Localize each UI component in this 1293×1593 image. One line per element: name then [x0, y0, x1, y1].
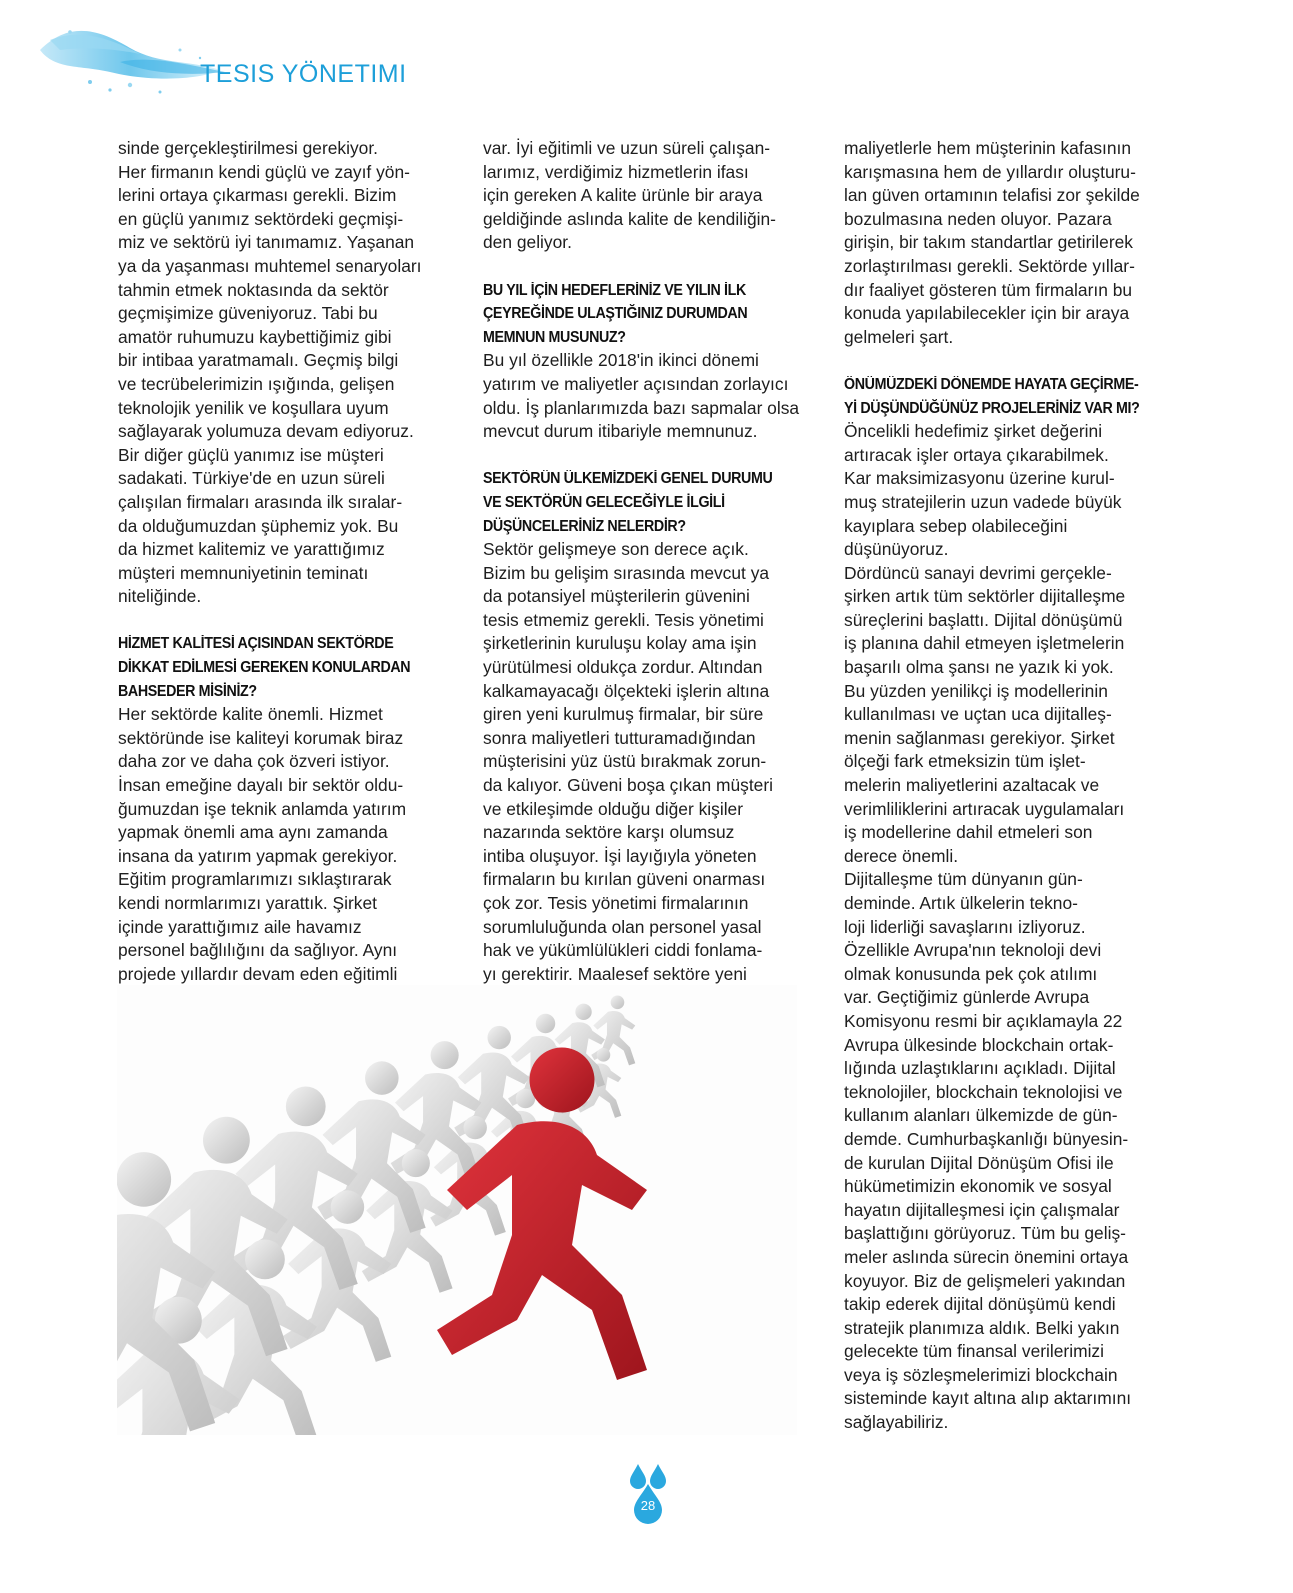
text-line: gelmeleri şart. — [844, 326, 954, 347]
paragraph — [844, 420, 1174, 1435]
water-drops-icon — [628, 1462, 668, 1532]
paragraph — [483, 349, 808, 443]
text-line: verimliliklerini artıracak uygulamaları — [844, 798, 1125, 819]
text-line: de kurulan Dijital Dönüşüm Ofisi ile — [844, 1152, 1114, 1173]
question-heading — [844, 373, 1148, 420]
text-line: Her firmanın kendi güçlü ve zayıf yön- — [118, 161, 410, 182]
text-line: konuda yapılabilecekler için bir araya — [844, 303, 1130, 324]
text-line: iş modellerine dahil etmeleri son — [844, 822, 1093, 843]
text-line: niteliğinde. — [118, 586, 202, 607]
text-line: Eğitim programlarımızı sıklaştırarak — [118, 869, 392, 890]
text-line: sadakati. Türkiye'de en uzun süreli — [118, 468, 385, 489]
text-line: koyuyor. Biz de gelişmeleri yakından — [844, 1270, 1126, 1291]
text-line: karışmasına hem de yıllardır oluşturu- — [844, 161, 1136, 182]
text-line: hayatın dijitalleşmesi için çalışmalar — [844, 1199, 1120, 1220]
paragraph — [118, 703, 443, 1010]
text-line: ve tecrübelerimizin ışığında, gelişen — [118, 373, 395, 394]
question-heading — [483, 279, 782, 350]
text-line: ğumuzdan işe teknik anlamda yatırım — [118, 798, 407, 819]
text-line: sonra maliyetleri tutturamadığından — [483, 727, 756, 748]
text-line: lan güven ortamının telafisi zor şekilde — [844, 185, 1140, 206]
text-line: Dördüncü sanayi devrimi gerçekle- — [844, 562, 1112, 583]
text-line: kayıplara sebep olabileceğini — [844, 515, 1068, 536]
text-line: mevcut durum itibariyle memnunuz. — [483, 421, 758, 442]
text-line: da olduğumuzdan şüphemiz yok. Bu — [118, 515, 399, 536]
text-line: şirketlerinin kuruluşu kolay ama işin — [483, 633, 757, 654]
text-line: yı gerektirir. Maalesef sektöre yeni — [483, 963, 747, 984]
text-line: Her sektörde kalite önemli. Hizmet — [118, 704, 383, 725]
text-line: DİKKAT EDİLMESİ GEREKEN KONULARDAN — [118, 659, 411, 677]
text-line: BU YIL İÇİN HEDEFLERİNİZ VE YILIN İLK — [483, 281, 746, 299]
running-figures-illustration — [117, 985, 797, 1435]
text-line: MEMNUN MUSUNUZ? — [483, 328, 626, 346]
text-line: projede yıllardır devam eden eğitimli — [118, 963, 398, 984]
text-line: Yİ DÜŞÜNDÜĞÜNÜZ PROJELERİNİZ VAR MI? — [844, 399, 1140, 417]
text-line: en güçlü yanımız sektördeki geçmişi- — [118, 208, 404, 229]
question-heading — [118, 632, 417, 703]
text-line: müşterisini yüz üstü bırakmak zorun- — [483, 751, 767, 772]
text-line: şirken artık tüm sektörler dijitalleşme — [844, 586, 1126, 607]
text-line: giren yeni kurulmuş firmalar, bir süre — [483, 704, 764, 725]
text-line: oldu. İş planlarımızda bazı sapmalar olsa — [483, 397, 800, 418]
text-line: sektöründe ise kaliteyi korumak biraz — [118, 727, 404, 748]
text-line: başlattığını görüyoruz. Tüm bu geliş- — [844, 1223, 1126, 1244]
text-line: ölçeği fark etmeksizin tüm işlet- — [844, 751, 1086, 772]
text-line: çalışılan firmaları arasında ilk sıralar- — [118, 491, 403, 512]
text-line: Avrupa ülkesinde blockchain ortak- — [844, 1034, 1114, 1055]
text-line: yürütülmesi oldukça zordur. Altından — [483, 657, 763, 678]
text-line: yatırım ve maliyetler açısından zorlayıcı — [483, 373, 789, 394]
text-line: miz ve sektörü iyi tanımamız. Yaşanan — [118, 232, 415, 253]
text-line: düşünüyoruz. — [844, 539, 949, 560]
text-line: daha zor ve daha çok özveri istiyor. — [118, 751, 390, 772]
text-line: deminde. Artık ülkelerin tekno- — [844, 893, 1078, 913]
text-line: BAHSEDER MİSİNİZ? — [118, 682, 257, 700]
text-line: Dijitalleşme tüm dünyanın gün- — [844, 869, 1083, 890]
text-line: nazarında sektöre karşı olumsuz — [483, 822, 735, 843]
text-line: sorumluluğunda olan personel yasal — [483, 916, 762, 937]
text-line: teknolojik yenilik ve koşullara uyum — [118, 397, 389, 418]
text-line: kullanım alanları ülkemizde de gün- — [844, 1105, 1118, 1126]
paragraph — [118, 137, 443, 609]
text-line: da hizmet kalitemiz ve yarattığımız — [118, 539, 385, 560]
text-line: da potansiyel müşterilerin güvenini — [483, 586, 750, 607]
text-line: personel bağlılığını da sağlıyor. Aynı — [118, 940, 398, 961]
text-line: Bu yıl özellikle 2018'in ikinci dönemi — [483, 350, 759, 371]
text-line: veya iş sözleşmelerimizi blockchain — [844, 1364, 1118, 1385]
text-line: VE SEKTÖRÜN GELECEĞİYLE İLGİLİ — [483, 493, 725, 511]
illustration-svg — [117, 985, 797, 1435]
column-1 — [118, 137, 443, 1010]
text-line: ya da yaşanması muhtemel senaryoları — [118, 255, 422, 276]
text-line: insana da yatırım yapmak gerekiyor. — [118, 845, 398, 866]
text-line: meler aslında sürecin önemini ortaya — [844, 1246, 1129, 1267]
text-line: müşteri memnuniyetinin teminatı — [118, 562, 369, 583]
text-line: amatör ruhumuzu kaybettiğimiz gibi — [118, 326, 392, 347]
text-line: intiba oluşuyor. İşi layığıyla yöneten — [483, 845, 757, 866]
text-line: dır faaliyet gösteren tüm firmaların bu — [844, 279, 1133, 300]
text-line: Bizim bu gelişim sırasında mevcut ya — [483, 562, 770, 583]
text-line: takip ederek dijital dönüşümü kendi — [844, 1294, 1116, 1315]
text-line: menin sağlanması gerekiyor. Şirket — [844, 727, 1115, 748]
text-line: hükümetimizin ekonomik ve sosyal — [844, 1176, 1112, 1197]
text-line: kullanılması ve uçtan uca dijitalleş- — [844, 704, 1112, 725]
text-line: var. İyi eğitimli ve uzun süreli çalışan- — [483, 138, 771, 158]
column-2 — [483, 137, 808, 1010]
text-line: larımız, verdiğimiz hizmetlerin ifası — [483, 161, 749, 182]
text-line: olmak konusunda pek çok atılımı — [844, 963, 1098, 984]
text-line: ÖNÜMÜZDEKİ DÖNEMDE HAYATA GEÇİRME- — [844, 375, 1139, 393]
text-line: Özellikle Avrupa'nın teknoloji devi — [844, 940, 1102, 961]
text-line: demde. Cumhurbaşkanlığı bünyesin- — [844, 1128, 1129, 1149]
text-line: Bir diğer güçlü yanımız ise müşteri — [118, 444, 384, 465]
paragraph — [483, 538, 808, 1010]
text-line: muş stratejilerin uzun vadede büyük — [844, 491, 1122, 512]
text-line: kalkamayacağı ölçekteki işlerin altına — [483, 680, 770, 701]
page-number: 28 — [640, 1498, 656, 1513]
text-line: geçmişimize güveniyoruz. Tabi bu — [118, 303, 378, 324]
section-title: TESIS YÖNETIMI — [200, 60, 407, 88]
text-line: var. Geçtiğimiz günlerde Avrupa — [844, 987, 1090, 1008]
text-line: loji liderliği savaşlarını izliyoruz. — [844, 916, 1086, 937]
text-line: ve etkileşimde olduğu diğer kişiler — [483, 798, 744, 819]
text-line: stratejik planımıza aldık. Belki yakın — [844, 1317, 1120, 1338]
text-line: tahmin etmek noktasında da sektör — [118, 279, 389, 300]
text-line: maliyetlerle hem müşterinin kafasının — [844, 138, 1132, 158]
page-folio — [628, 1462, 668, 1532]
column-3 — [844, 137, 1174, 1435]
text-line: Kar maksimizasyonu üzerine kurul- — [844, 468, 1115, 489]
text-line: sisteminde kayıt altına alıp aktarımını — [844, 1388, 1132, 1409]
text-line: HİZMET KALİTESİ AÇISINDAN SEKTÖRDE — [118, 635, 394, 653]
text-line: çok zor. Tesis yönetimi firmalarının — [483, 893, 749, 913]
text-line: sinde gerçekleştirilmesi gerekiyor. — [118, 138, 378, 158]
text-line: geldiğinde aslında kalite de kendiliğin- — [483, 208, 776, 229]
text-line: melerin maliyetlerini azaltacak ve — [844, 775, 1100, 796]
text-line: girişin, bir takım standartlar getirilerek — [844, 232, 1133, 253]
text-line: sağlayarak yolumuza devam ediyoruz. — [118, 421, 414, 442]
text-line: bir intibaa yaratmamalı. Geçmiş bilgi — [118, 350, 399, 371]
text-line: DÜŞÜNCELERİNİZ NELERDİR? — [483, 517, 686, 535]
text-line: sağlayabiliriz. — [844, 1412, 949, 1433]
text-line: derece önemli. — [844, 845, 959, 866]
text-line: Komisyonu resmi bir açıklamayla 22 — [844, 1010, 1123, 1031]
text-line: için gereken A kalite ürünle bir araya — [483, 185, 763, 206]
text-line: firmaların bu kırılan güveni onarması — [483, 869, 766, 890]
text-line: kendi normlarımızı yarattık. Şirket — [118, 893, 377, 913]
text-line: gelecekte tüm finansal verilerimizi — [844, 1341, 1104, 1362]
text-line: da kalıyor. Güveni boşa çıkan müşteri — [483, 775, 773, 796]
text-line: SEKTÖRÜN ÜLKEMİZDEKİ GENEL DURUMU — [483, 470, 773, 488]
text-line: Bu yüzden yenilikçi iş modellerinin — [844, 680, 1108, 701]
text-line: bozulmasına neden oluyor. Pazara — [844, 208, 1112, 229]
paragraph — [483, 137, 808, 255]
question-heading — [483, 467, 782, 538]
text-line: İnsan emeğine dayalı bir sektör oldu- — [118, 775, 404, 796]
text-line: Sektör gelişmeye son derece açık. — [483, 539, 749, 560]
text-line: süreçlerini başlattı. Dijital dönüşümü — [844, 609, 1123, 630]
text-line: hak ve yükümlülükleri ciddi fonlama- — [483, 940, 763, 961]
text-line: lığında uzlaştıklarını açıkladı. Dijital — [844, 1058, 1116, 1079]
paragraph — [844, 137, 1174, 349]
text-line: Öncelikli hedefimiz şirket değerini — [844, 421, 1103, 442]
text-line: ÇEYREĞİNDE ULAŞTIĞINIZ DURUMDAN — [483, 305, 748, 323]
text-line: zorlaştırılması gerekli. Sektörde yıllar- — [844, 255, 1135, 276]
text-line: lerini ortaya çıkarması gerekli. Bizim — [118, 185, 397, 206]
text-line: den geliyor. — [483, 232, 572, 253]
text-line: iş planına dahil etmeyen işletmelerin — [844, 633, 1125, 654]
text-line: teknolojiler, blockchain teknolojisi ve — [844, 1081, 1123, 1102]
text-line: içinde yarattığımız aile havamız — [118, 916, 362, 937]
text-line: yapmak önemli ama aynı zamanda — [118, 822, 388, 843]
text-line: tesis etmemiz gerekli. Tesis yönetimi — [483, 609, 764, 630]
text-line: başarılı olma şansı ne yazık ki yok. — [844, 657, 1114, 678]
text-line: artıracak işler ortaya çıkarabilmek. — [844, 444, 1109, 465]
